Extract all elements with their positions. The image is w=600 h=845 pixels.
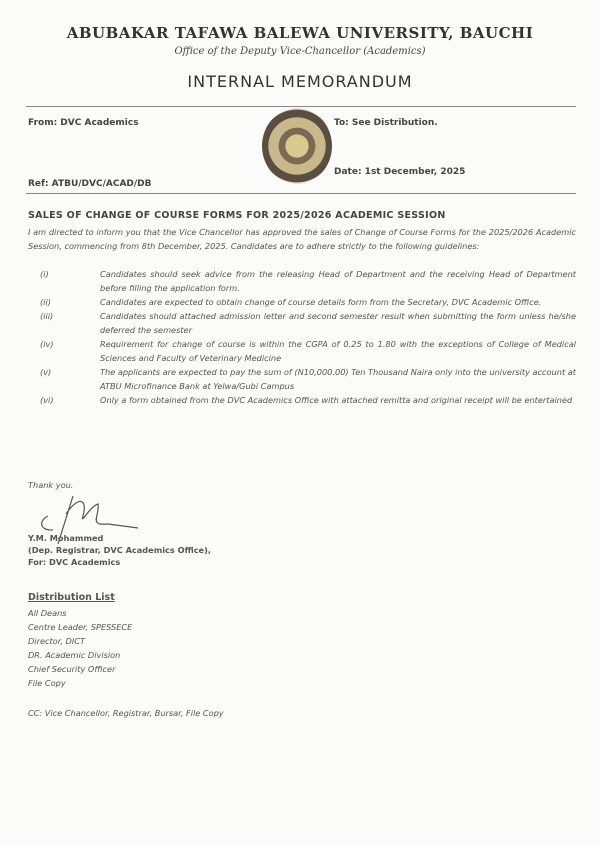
item-number: (v) [40, 367, 52, 377]
item-text: Candidates should attached admission letter and second semester result when submitting the form unless he/she deferred the semester [100, 311, 576, 335]
distribution-item: Chief Security Officer [28, 664, 116, 674]
guideline-item [28, 337, 576, 365]
date-field: Date: 1st December, 2025 [334, 167, 466, 177]
item-text: Candidates are expected to obtain change of course details form from the Secretary, DVC Academic Office. [100, 297, 542, 307]
thanks-text: Thank you. [28, 480, 74, 490]
item-text: The applicants are expected to pay the sum of (N10,000.00) Ten Thousand Naira only into the university account at ATBU Microfinance Bank at Yelwa/Gubi Campus [100, 367, 576, 391]
from-field: From: DVC Academics [28, 118, 139, 128]
office-name: Office of the Deputy Vice-Chancellor (Academics) [174, 46, 426, 57]
distribution-item: All Deans [28, 608, 67, 618]
university-seal-logo [262, 108, 332, 184]
to-field: To: See Distribution. [334, 118, 438, 128]
distribution-list [28, 606, 132, 690]
cc-line: CC: Vice Chancellor, Registrar, Bursar, File Copy [28, 708, 224, 718]
signatory-name: Y.M. Mohammed [28, 533, 104, 543]
distribution-item: DR. Academic Division [28, 650, 121, 660]
guideline-item [28, 267, 576, 295]
distribution-title: Distribution List [28, 592, 115, 603]
distribution-item: Centre Leader, SPESSECE [28, 622, 133, 632]
guideline-item [28, 295, 576, 309]
guideline-item [28, 309, 576, 337]
item-text: Requirement for change of course is within the CGPA of 0.25 to 1.80 with the exceptions of College of Medical Sciences and Faculty of Veterinary Medicine [100, 339, 576, 363]
subject-heading: SALES OF CHANGE OF COURSE FORMS FOR 2025/2026 ACADEMIC SESSION [28, 210, 446, 221]
item-text: Candidates should seek advice from the releasing Head of Department and the receiving Head of Department before filling the application form. [100, 269, 576, 293]
item-number: (vi) [40, 395, 54, 405]
distribution-item: Director, DICT [28, 636, 85, 646]
divider [26, 193, 576, 194]
ref-field: Ref: ATBU/DVC/ACAD/DB [28, 179, 152, 189]
guideline-item [28, 365, 576, 393]
item-number: (ii) [40, 297, 51, 307]
intro-paragraph: I am directed to inform you that the Vice Chancellor has approved the sales of Change of Course Forms for the 2025/2026 Academic Session, commencing from 8th December, 2025. Candidates are to adhere strictly to the following guidelines: [28, 227, 576, 251]
divider [26, 106, 576, 107]
guidelines-list [28, 267, 576, 407]
guideline-item [28, 393, 576, 407]
item-number: (i) [40, 269, 49, 279]
item-number: (iv) [40, 339, 54, 349]
memo-title: INTERNAL MEMORANDUM [187, 72, 413, 91]
distribution-item: File Copy [28, 678, 66, 688]
item-number: (iii) [40, 311, 54, 321]
signatory-for: For: DVC Academics [28, 557, 121, 567]
university-name: ABUBAKAR TAFAWA BALEWA UNIVERSITY, BAUCHI [66, 24, 534, 42]
signatory-title: (Dep. Registrar, DVC Academics Office), [28, 545, 211, 555]
item-text: Only a form obtained from the DVC Academics Office with attached remitta and original receipt will be entertained [100, 395, 573, 405]
